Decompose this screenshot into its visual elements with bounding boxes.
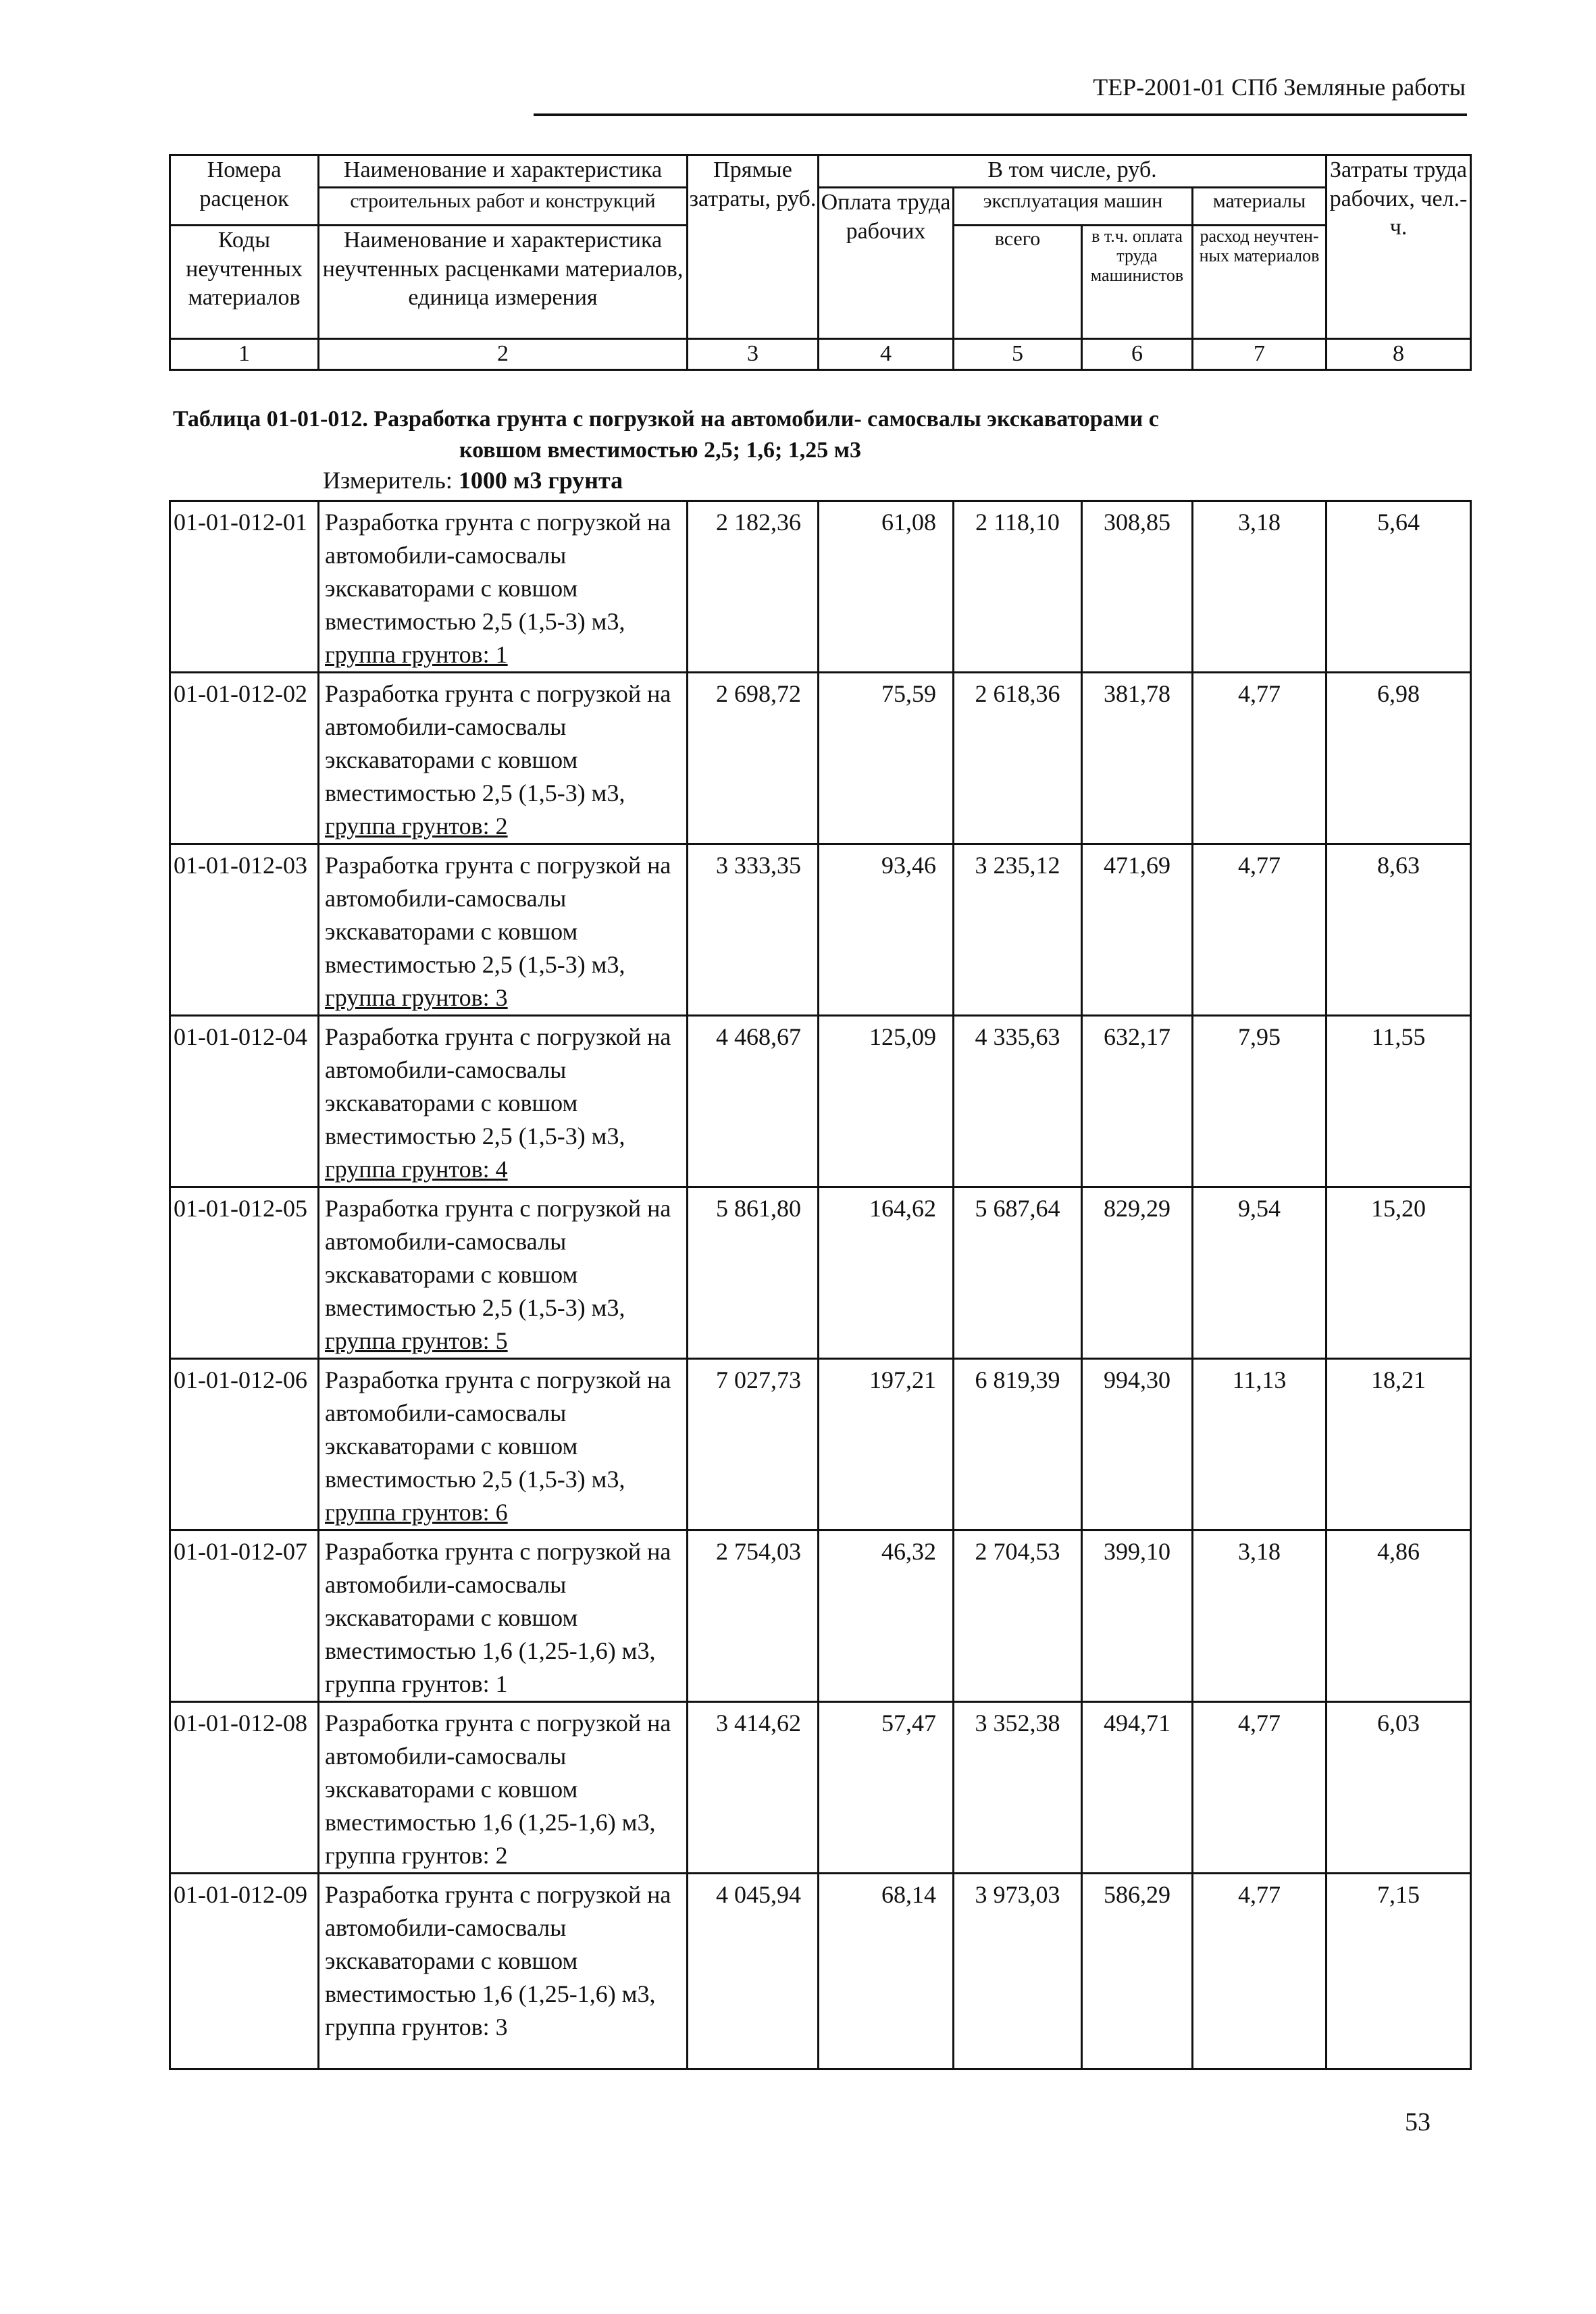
- workers-hours: 5,64: [1327, 501, 1471, 673]
- machines-total: 6 819,39: [954, 1359, 1082, 1531]
- rate-code: 01-01-012-09: [170, 1874, 319, 2069]
- rate-code: 01-01-012-05: [170, 1187, 319, 1359]
- work-description: [319, 1702, 688, 1874]
- col-number: 2: [319, 339, 688, 370]
- labor-hours: 4,77: [1193, 844, 1327, 1016]
- table-row: [170, 1187, 1471, 1359]
- workers-hours: 8,63: [1327, 844, 1471, 1016]
- machinist-labor: 308,85: [1082, 501, 1193, 673]
- soil-group: группа грунтов: 5: [325, 1327, 508, 1354]
- table-title: [173, 404, 1362, 466]
- machinist-labor: 632,17: [1082, 1016, 1193, 1187]
- machines-total: 3 235,12: [954, 844, 1082, 1016]
- work-description-text: Разработка грунта с погрузкой на автомобили-самосвалы экскаваторами с ковшом вместимостью 2,5 (1,5-3) м3,: [325, 852, 671, 978]
- labor-pay: 61,08: [819, 501, 954, 673]
- direct-costs: 4 045,94: [688, 1874, 819, 2069]
- table-row: [170, 1359, 1471, 1531]
- direct-costs: 3 333,35: [688, 844, 819, 1016]
- labor-pay: 197,21: [819, 1359, 954, 1531]
- rates-table: [169, 500, 1472, 2070]
- col-header-machines-total: всего: [954, 226, 1082, 339]
- col-header-materials: материалы: [1193, 188, 1327, 226]
- workers-hours: 4,86: [1327, 1531, 1471, 1702]
- labor-pay: 93,46: [819, 844, 954, 1016]
- col-header-direct: Прямые затраты, руб.: [688, 155, 819, 339]
- measure-unit: [323, 466, 623, 494]
- workers-hours: 15,20: [1327, 1187, 1471, 1359]
- col-number: 4: [819, 339, 954, 370]
- labor-hours: 4,77: [1193, 1874, 1327, 2069]
- work-description: [319, 1187, 688, 1359]
- rate-code: 01-01-012-07: [170, 1531, 319, 1702]
- column-header-table: [169, 154, 1472, 371]
- workers-hours: 7,15: [1327, 1874, 1471, 2069]
- direct-costs: 7 027,73: [688, 1359, 819, 1531]
- table-row: [170, 1016, 1471, 1187]
- workers-hours: 6,03: [1327, 1702, 1471, 1874]
- machines-total: 2 704,53: [954, 1531, 1082, 1702]
- machinist-labor: 586,29: [1082, 1874, 1193, 2069]
- labor-hours: 3,18: [1193, 501, 1327, 673]
- table-row: [170, 673, 1471, 844]
- table-title-line1: Таблица 01-01-012. Разработка грунта с погрузкой на автомобили- самосвалы экскаваторами с: [173, 407, 1159, 432]
- labor-hours: 4,77: [1193, 1702, 1327, 1874]
- labor-hours: 7,95: [1193, 1016, 1327, 1187]
- work-description-text: Разработка грунта с погрузкой на автомобили-самосвалы экскаваторами с ковшом вместимостью 2,5 (1,5-3) м3,: [325, 1195, 671, 1321]
- labor-pay: 75,59: [819, 673, 954, 844]
- work-description-text: Разработка грунта с погрузкой на автомобили-самосвалы экскаваторами с ковшом вместимостью 2,5 (1,5-3) м3,: [325, 680, 671, 806]
- col-header-group: В том числе, руб.: [819, 155, 1327, 188]
- direct-costs: 2 754,03: [688, 1531, 819, 1702]
- rate-code: 01-01-012-02: [170, 673, 319, 844]
- header-rule: [534, 113, 1467, 116]
- col-number: 1: [170, 339, 319, 370]
- machines-total: 3 352,38: [954, 1702, 1082, 1874]
- labor-hours: 4,77: [1193, 673, 1327, 844]
- work-description: [319, 1874, 688, 2069]
- direct-costs: 2 182,36: [688, 501, 819, 673]
- machines-total: 4 335,63: [954, 1016, 1082, 1187]
- rate-code: 01-01-012-01: [170, 501, 319, 673]
- labor-hours: 9,54: [1193, 1187, 1327, 1359]
- direct-costs: 4 468,67: [688, 1016, 819, 1187]
- col-header-machines: эксплуатация машин: [954, 188, 1193, 226]
- work-description-text: Разработка грунта с погрузкой на автомобили-самосвалы экскаваторами с ковшом вместимостью 1,6 (1,25-1,6) м3, группа грунтов: 1: [325, 1538, 671, 1697]
- rate-code: 01-01-012-04: [170, 1016, 319, 1187]
- table-row: [170, 844, 1471, 1016]
- machinist-labor: 381,78: [1082, 673, 1193, 844]
- machines-total: 5 687,64: [954, 1187, 1082, 1359]
- workers-hours: 18,21: [1327, 1359, 1471, 1531]
- machinist-labor: 994,30: [1082, 1359, 1193, 1531]
- workers-hours: 11,55: [1327, 1016, 1471, 1187]
- machinist-labor: 399,10: [1082, 1531, 1193, 1702]
- work-description: [319, 501, 688, 673]
- measure-label: Измеритель:: [323, 467, 459, 494]
- machinist-labor: 471,69: [1082, 844, 1193, 1016]
- col-header-labor: Оплата труда рабочих: [819, 188, 954, 339]
- work-description-text: Разработка грунта с погрузкой на автомобили-самосвалы экскаваторами с ковшом вместимостью 2,5 (1,5-3) м3,: [325, 509, 671, 635]
- rate-code: 01-01-012-06: [170, 1359, 319, 1531]
- page-number: 53: [1405, 2108, 1431, 2136]
- workers-hours: 6,98: [1327, 673, 1471, 844]
- labor-pay: 164,62: [819, 1187, 954, 1359]
- col-header-material-consumption: расход неучтен- ных материалов: [1193, 226, 1327, 339]
- work-description: [319, 844, 688, 1016]
- col-number: 3: [688, 339, 819, 370]
- direct-costs: 5 861,80: [688, 1187, 819, 1359]
- table-row: [170, 1874, 1471, 2069]
- col-number: 7: [1193, 339, 1327, 370]
- col-header-machinist-labor: в т.ч. оплата труда машинистов: [1082, 226, 1193, 339]
- direct-costs: 2 698,72: [688, 673, 819, 844]
- table-row: [170, 1702, 1471, 1874]
- machines-total: 3 973,03: [954, 1874, 1082, 2069]
- work-description-text: Разработка грунта с погрузкой на автомобили-самосвалы экскаваторами с ковшом вместимостью 2,5 (1,5-3) м3,: [325, 1023, 671, 1150]
- running-header: ТЕР-2001-01 СПб Земляные работы: [1093, 74, 1466, 101]
- col-header-name-line2: строительных работ и конструкций: [319, 188, 688, 226]
- soil-group: группа грунтов: 3: [325, 984, 508, 1011]
- work-description-text: Разработка грунта с погрузкой на автомобили-самосвалы экскаваторами с ковшом вместимостью 1,6 (1,25-1,6) м3, группа грунтов: 2: [325, 1709, 671, 1869]
- col-number: 6: [1082, 339, 1193, 370]
- labor-pay: 68,14: [819, 1874, 954, 2069]
- col-header-workers: Затраты труда рабочих, чел.-ч.: [1327, 155, 1471, 339]
- work-description-text: Разработка грунта с погрузкой на автомобили-самосвалы экскаваторами с ковшом вместимостью 1,6 (1,25-1,6) м3, группа грунтов: 3: [325, 1881, 671, 2040]
- col-header-material-codes: Коды неучтенных материалов: [170, 226, 319, 339]
- machines-total: 2 118,10: [954, 501, 1082, 673]
- col-header-material-names: Наименование и характеристика неучтенных расценками материалов, единица измерения: [319, 226, 688, 339]
- col-header-name-line1: Наименование и характеристика: [319, 155, 688, 188]
- measure-value: 1000 м3 грунта: [458, 467, 623, 494]
- labor-hours: 3,18: [1193, 1531, 1327, 1702]
- labor-pay: 125,09: [819, 1016, 954, 1187]
- work-description: [319, 1016, 688, 1187]
- work-description: [319, 673, 688, 844]
- work-description: [319, 1531, 688, 1702]
- labor-pay: 57,47: [819, 1702, 954, 1874]
- rate-code: 01-01-012-03: [170, 844, 319, 1016]
- labor-hours: 11,13: [1193, 1359, 1327, 1531]
- machinist-labor: 494,71: [1082, 1702, 1193, 1874]
- soil-group: группа грунтов: 1: [325, 641, 508, 668]
- table-title-line2: ковшом вместимостью 2,5; 1,6; 1,25 м3: [459, 438, 861, 463]
- work-description-text: Разработка грунта с погрузкой на автомобили-самосвалы экскаваторами с ковшом вместимостью 2,5 (1,5-3) м3,: [325, 1366, 671, 1493]
- machines-total: 2 618,36: [954, 673, 1082, 844]
- work-description: [319, 1359, 688, 1531]
- machinist-labor: 829,29: [1082, 1187, 1193, 1359]
- soil-group: группа грунтов: 6: [325, 1499, 508, 1526]
- col-number: 5: [954, 339, 1082, 370]
- table-row: [170, 1531, 1471, 1702]
- direct-costs: 3 414,62: [688, 1702, 819, 1874]
- rate-code: 01-01-012-08: [170, 1702, 319, 1874]
- col-number: 8: [1327, 339, 1471, 370]
- table-row: [170, 501, 1471, 673]
- labor-pay: 46,32: [819, 1531, 954, 1702]
- soil-group: группа грунтов: 4: [325, 1156, 508, 1183]
- col-header-codes: Номера расценок: [170, 155, 319, 226]
- soil-group: группа грунтов: 2: [325, 813, 508, 840]
